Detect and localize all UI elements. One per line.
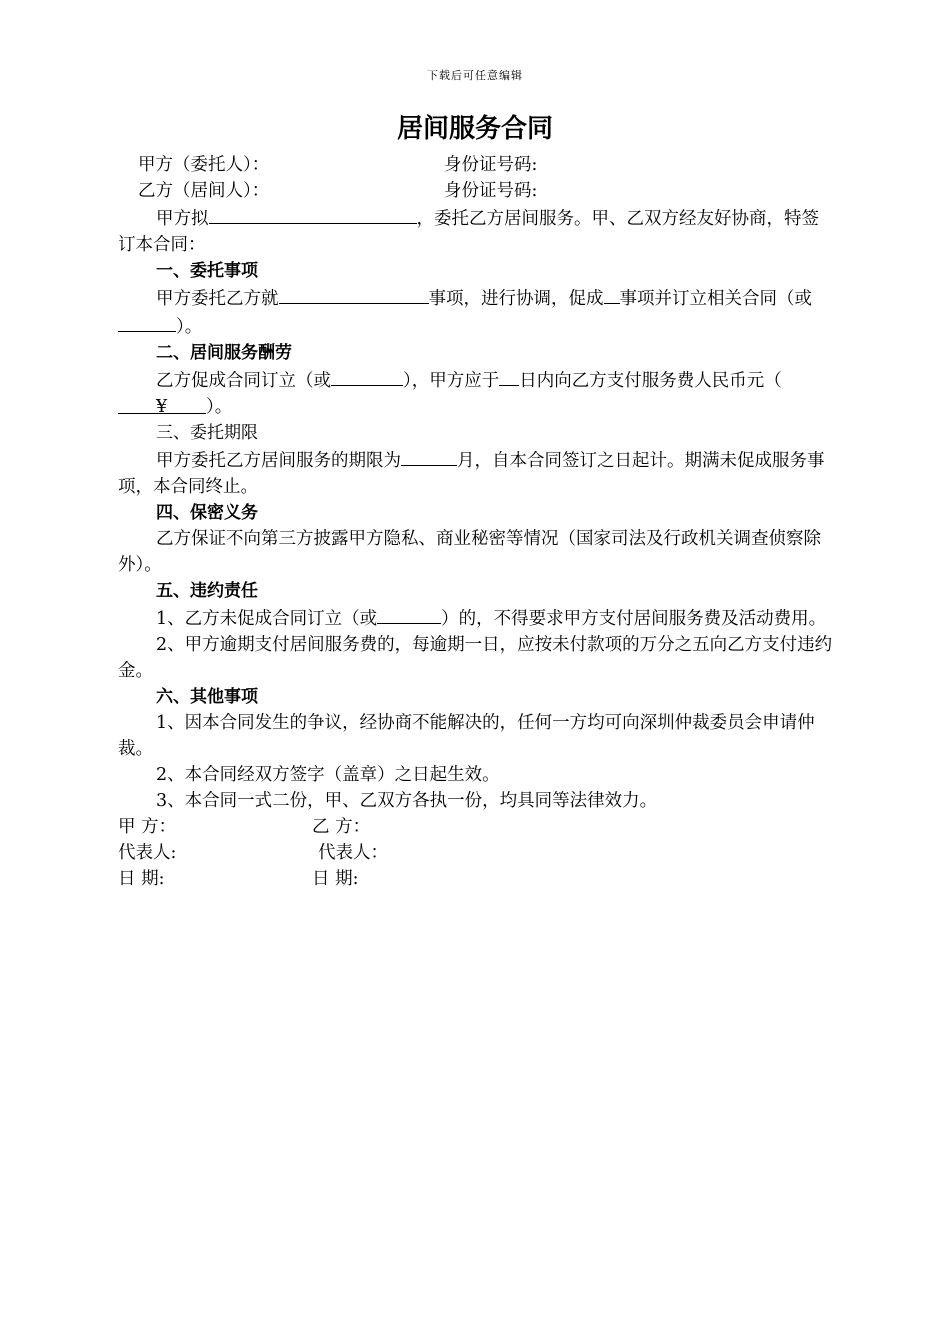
s2-text-4: ）。	[206, 397, 233, 417]
party-a-sign-label: 甲 方：	[118, 817, 177, 837]
s1-text-4: ）。	[176, 317, 203, 337]
s2-text-1: 乙方促成合同订立（或	[156, 371, 331, 391]
signature-date-line	[118, 866, 834, 892]
intro-paragraph	[118, 204, 834, 258]
section-6-heading: 六、其他事项	[156, 687, 258, 707]
s1-text-3: 事项并订立相关合同（或	[619, 289, 812, 309]
party-a-line	[118, 152, 834, 178]
intro-blank	[209, 204, 417, 224]
section-2-paragraph	[118, 366, 834, 420]
party-b-sign-label: 乙 方：	[312, 817, 371, 837]
s1-text-2: 事项，进行协调，促成	[428, 289, 604, 309]
section-1-heading: 一、委托事项	[156, 261, 258, 281]
s2-blank-1	[331, 366, 403, 386]
s1-blank-3	[118, 312, 176, 332]
header-note: 下载后可任意编辑	[427, 69, 523, 82]
s5-item1-text-1: 1、乙方未促成合同订立（或	[156, 609, 378, 629]
party-a-rep-label: 代表人:	[118, 843, 177, 863]
section-1-paragraph	[118, 284, 834, 340]
party-b-id-label: 身份证号码:	[444, 181, 538, 201]
party-b-rep-label: 代表人：	[318, 843, 388, 863]
currency-symbol: ¥	[156, 397, 168, 417]
section-2-heading: 二、居间服务酬劳	[156, 343, 292, 363]
s2-blank-2	[499, 366, 519, 386]
s5-blank	[377, 604, 441, 624]
section-3-heading: 三、委托期限	[156, 423, 258, 443]
party-a-id-label: 身份证号码:	[444, 155, 538, 175]
section-5-heading: 五、违约责任	[156, 581, 258, 601]
party-b-label: 乙方（居间人）：	[138, 181, 270, 201]
section-4-paragraph: 乙方保证不向第三方披露甲方隐私、商业秘密等情况（国家司法及行政机关调查侦察除外）。	[118, 529, 821, 575]
party-a-date-label: 日 期:	[118, 869, 165, 889]
section-6-item-3: 3、本合同一式二份，甲、乙双方各执一份，均具同等法律效力。	[156, 791, 658, 811]
party-b-date-label: 日 期:	[312, 869, 359, 889]
s2-text-3: 日内向乙方支付服务费人民币元（	[519, 371, 782, 391]
party-a-label: 甲方（委托人）：	[138, 155, 270, 175]
s3-blank	[401, 446, 457, 466]
section-5-item-2: 2、甲方逾期支付居间服务费的，每逾期一日，应按未付款项的万分之五向乙方支付违约金。	[118, 635, 833, 681]
party-b-line	[118, 178, 834, 204]
section-4-heading: 四、保密义务	[156, 503, 258, 523]
signature-rep-line	[118, 840, 834, 866]
s2-amount-blank	[118, 394, 206, 417]
signature-party-line	[118, 814, 834, 840]
section-6-item-1: 1、因本合同发生的争议，经协商不能解决的，任何一方均可向深圳仲裁委员会申请仲裁。	[118, 713, 815, 759]
section-6-item-2: 2、本合同经双方签字（盖章）之日起生效。	[156, 765, 500, 785]
s1-blank-2	[604, 284, 620, 304]
intro-prefix: 甲方拟	[156, 209, 209, 229]
document-title: 居间服务合同	[396, 114, 553, 144]
s1-text-1: 甲方委托乙方就	[156, 289, 279, 309]
contract-body	[118, 152, 834, 892]
s3-text-1: 甲方委托乙方居间服务的期限为	[156, 451, 401, 471]
section-3-paragraph	[118, 446, 834, 500]
s1-blank-1	[279, 284, 429, 304]
s2-text-2: ），甲方应于	[403, 371, 500, 391]
s5-item1-text-2: ）的，不得要求甲方支付居间服务费及活动费用。	[441, 609, 827, 629]
intro-suffix: ，委托乙方居间服务。甲、乙双方经友好协商，特签订本合同：	[118, 209, 819, 255]
s3-text-2: 月，自本合同签订之日起计。期满未促成服务事项，本合同终止。	[118, 451, 825, 497]
section-5-item-1	[118, 604, 834, 632]
